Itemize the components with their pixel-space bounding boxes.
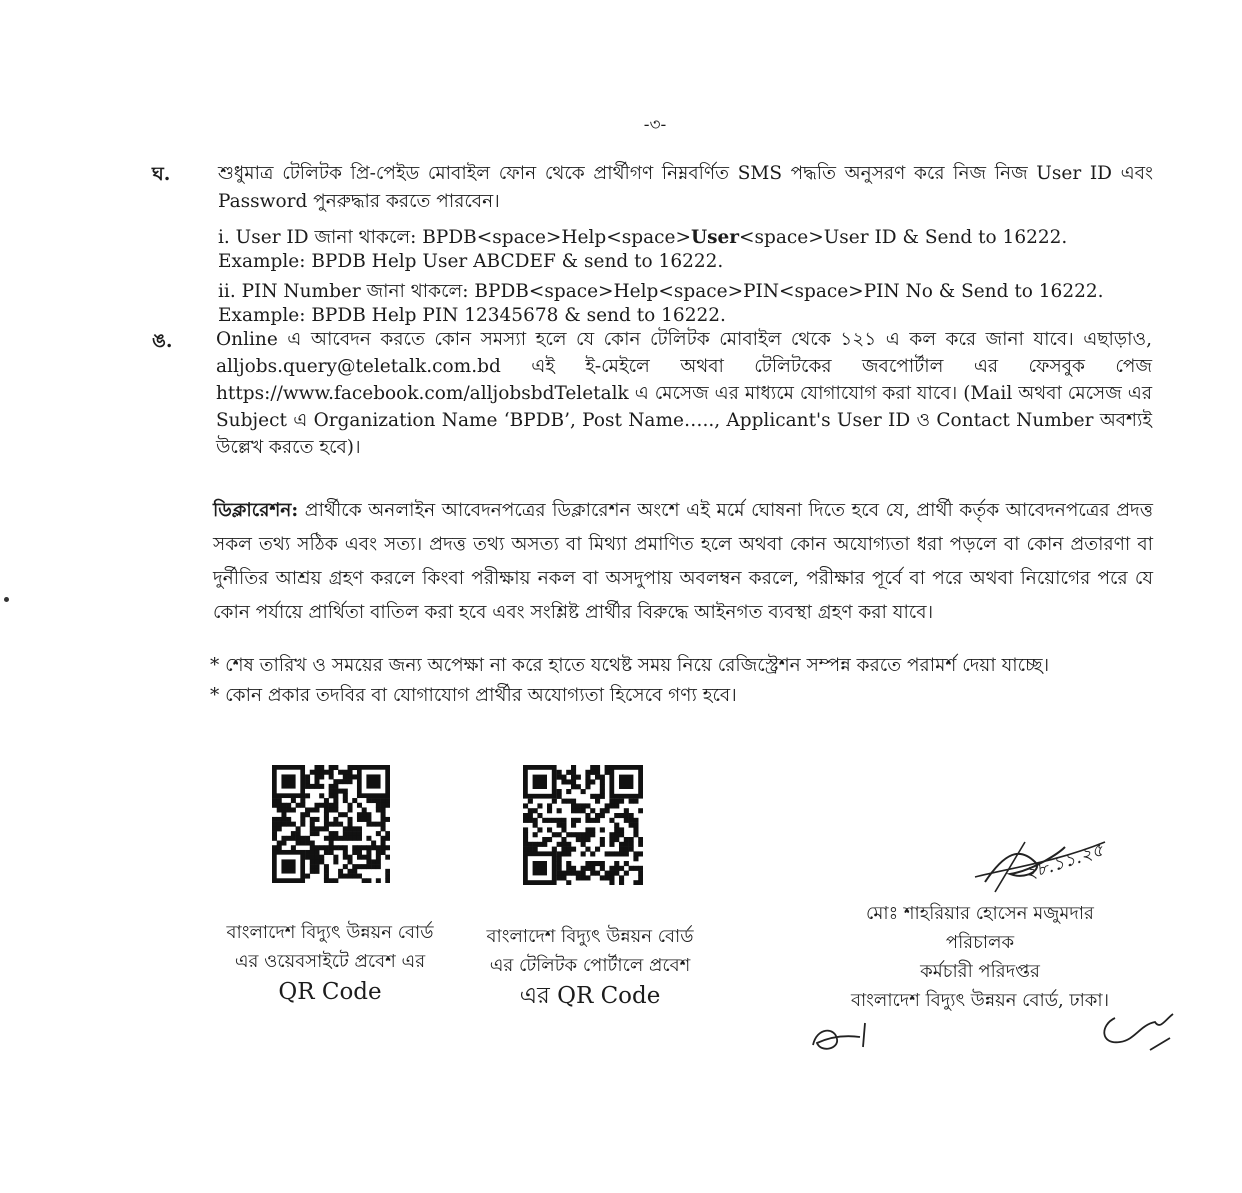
website-qr-caption-line2: এর ওয়েবসাইটে প্রবেশ এর [234,951,426,972]
declaration-label: ডিক্লারেশন: [213,500,299,521]
sms-item-user-id [218,226,1067,274]
section-gha-text: শুধুমাত্র টেলিটক প্রি-পেইড মোবাইল ফোন থেকে প্রার্থীগণ নিম্নবর্ণিত SMS পদ্ধতি অনুসরণ করে নিজ নিজ User ID এবং Password পুনরুদ্ধার করতে পারবেন। [218,163,1153,212]
signatory-block [830,899,1130,1015]
signature-date: ২৮.১১.২৫ [1022,839,1107,885]
note-item: * কোন প্রকার তদবির বা যোগাযোগ প্রার্থীর অযোগ্যতা হিসেবে গণ্য হবে। [210,685,737,706]
declaration-paragraph [213,494,1153,630]
website-qr-caption [205,918,455,1008]
website-qr-caption-line1: বাংলাদেশ বিদ্যুৎ উন্নয়ন বোর্ড [226,922,434,943]
signatory-title: পরিচালক [945,932,1015,953]
sms-user-id-suffix: <space>User ID & Send to 16222. [739,227,1068,248]
note-item: * শেষ তারিখ ও সময়ের জন্য অপেক্ষা না করে হাতে যথেষ্ট সময় নিয়ে রেজিস্ট্রেশন সম্পন্ন করতে পরামর্শ দেয়া যাচ্ছে। [210,655,1050,676]
handwritten-signature [965,822,1135,902]
sms-pin-line: ii. PIN Number জানা থাকলে: BPDB<space>Help<space>PIN<space>PIN No & Send to 16222. [218,281,1104,302]
initials-left [805,1015,885,1060]
declaration-text: প্রার্থীকে অনলাইন আবেদনপত্রের ডিক্লারেশন অংশে এই মর্মে ঘোষনা দিতে হবে যে, প্রার্থী কর্তৃক আবেদনপত্রের প্রদত্ত সকল তথ্য সঠিক এবং সত্য। প্রদত্ত তথ্য অসত্য বা মিথ্যা প্রমাণিত হলে অথবা কোন অযোগ্যতা ধরা পড়লে বা কোন প্রতারণা বা দুর্নীতির আশ্রয় গ্রহণ করলে কিংবা পরীক্ষায় নকল বা অসদুপায় অবলম্বন করলে, পরীক্ষার পূর্বে বা পরে অথবা নিয়োগের পরে যে কোন পর্যায়ে প্রার্থিতা বাতিল করা হবে এবং সংশ্লিষ্ট প্রার্থীর বিরুদ্ধে আইনগত ব্যবস্থা গ্রহণ করা যাবে। [213,500,1153,623]
teletalk-qr-code [523,765,643,889]
teletalk-qr-caption-line3: এর QR Code [519,983,661,1009]
sms-user-id-line [218,226,1067,250]
notes-list [210,651,1049,711]
section-ungo-text: Online এ আবেদন করতে কোন সমস্যা হলে যে কোন টেলিটক মোবাইল থেকে ১২১ এ কল করে জানা যাবে। এছাড়াও, alljobs.query@teletalk.com.bd এই ই-মেইলে অথবা টেলিটকের জবপোর্টাল এর ফেসবুক পেজ https://www.facebook.com/alljobsbdTeletalk এ মেসেজ এর মাধ্যমে যোগাযোগ করা যাবে। (Mail অথবা মেসেজ এর Subject এ Organization Name ‘BPDB’, Post Name….., Applicant's User ID ও Contact Number অবশ্যই উল্লেখ করতে হবে)। [216,329,1152,458]
sms-pin-example: Example: BPDB Help PIN 12345678 & send to 16222. [218,305,726,326]
signatory-organization: বাংলাদেশ বিদ্যুৎ উন্নয়ন বোর্ড, ঢাকা। [850,990,1110,1011]
initials-right [1095,1000,1185,1055]
teletalk-qr-caption-line2: এর টেলিটক পোর্টালে প্রবেশ [489,955,691,976]
signatory-department: কর্মচারী পরিদপ্তর [920,961,1040,982]
scan-speck [4,597,9,602]
teletalk-qr-code-image [523,765,643,885]
section-ungo-marker: ঙ. [152,330,173,352]
teletalk-qr-caption [460,922,720,1012]
page-number: -৩- [643,115,667,135]
sms-user-id-example: Example: BPDB Help User ABCDEF & send to 16222. [218,251,724,272]
sms-user-keyword: User [690,227,740,248]
signatory-name: মোঃ শাহরিয়ার হোসেন মজুমদার [866,903,1094,924]
teletalk-qr-caption-line1: বাংলাদেশ বিদ্যুৎ উন্নয়ন বোর্ড [486,926,694,947]
website-qr-code-image [272,765,390,883]
sms-item-pin [218,280,1104,328]
section-gha-marker: ঘ. [152,163,171,185]
website-qr-caption-line3: QR Code [278,979,382,1005]
sms-user-id-prefix: i. User ID জানা থাকলে: BPDB<space>Help<space> [218,227,691,248]
website-qr-code [272,765,390,887]
